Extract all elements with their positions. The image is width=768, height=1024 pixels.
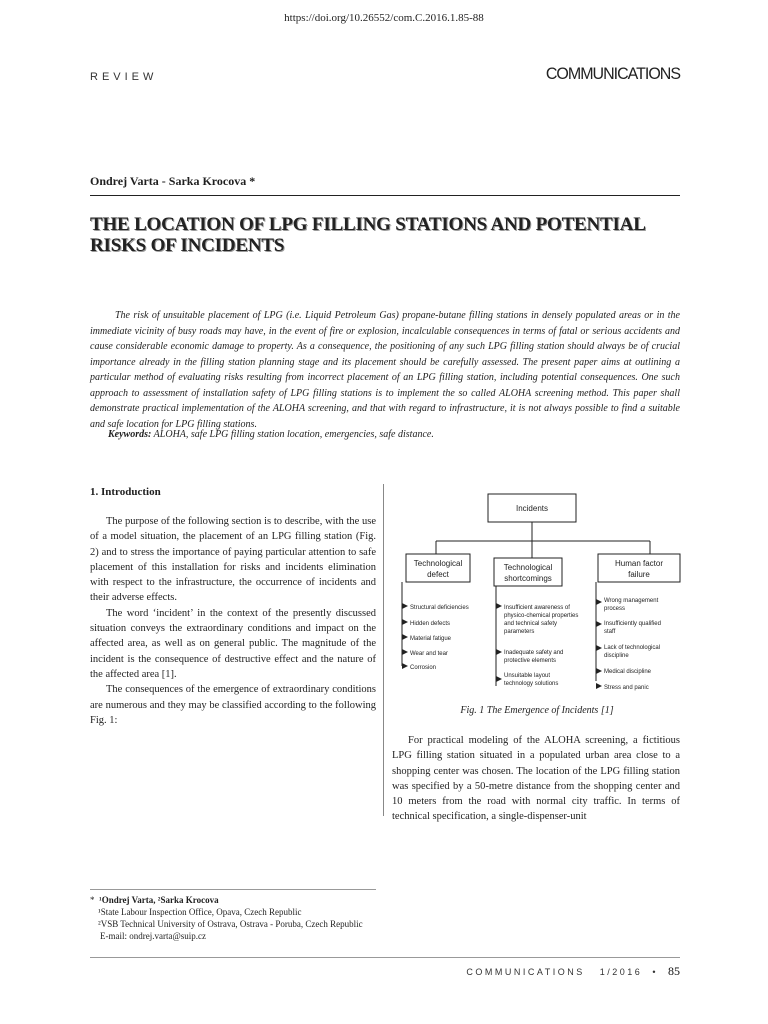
- diagram-root-label: Incidents: [515, 504, 549, 513]
- footnote-affiliation: ²VSB Technical University of Ostrava, Ostrava - Poruba, Czech Republic: [98, 919, 363, 929]
- footnote-names-row: [90, 894, 390, 906]
- doi-link[interactable]: https://doi.org/10.26552/com.C.2016.1.85-88: [284, 12, 484, 24]
- diagram-item: Lack of technological: [604, 645, 661, 651]
- diagram-branch-label: defect: [427, 570, 449, 579]
- diagram-item: process: [604, 606, 626, 612]
- abstract: The risk of unsuitable placement of LPG (i.e. Liquid Petroleum Gas) propane-butane filling stations in densely populated areas or in the immediate vicinity of busy roads may have, in the event of fire or explosion, incalculable consequences in terms of fatal or serious accidents and cause considerable economic damage to property. As a consequence, the positioning of any such LPG filling station should always be of crucial importance already in the filling station planning stage and its placement should be carefully assessed. The present paper aims at outlining a particular method of evaluating risks resulting from incorrect placement of an LPG filling station, including potential consequences. One such approach to assessment of installation safety of LPG filling stations is to implement the so called ALOHA screening method. This paper shall demonstrate practical implementation of the ALOHA screening, and that with regard to infrastructure, it is not always possible to find a suitable and safe location for LPG filling stations.: [90, 310, 680, 430]
- footnote-affiliation: ¹State Labour Inspection Office, Opava, Czech Republic: [98, 907, 302, 917]
- column-divider: [383, 484, 384, 816]
- diagram-item: discipline: [604, 653, 629, 659]
- keywords-text: ALOHA, safe LPG filling station location, emergencies, safe distance.: [153, 429, 434, 440]
- section-label: REVIEW: [90, 71, 158, 83]
- paragraph: The consequences of the emergence of extraordinary conditions are numerous and they may be classified according to the following Fig. 1:: [90, 684, 376, 726]
- diagram-item: Material fatigue: [410, 636, 452, 642]
- diagram-item: technology solutions: [504, 681, 559, 687]
- diagram-branch-label: Human factor: [614, 559, 664, 568]
- footnote-marker: *: [90, 895, 95, 905]
- column-right: [392, 733, 680, 825]
- authors: Ondrej Varta - Sarka Krocova *: [90, 174, 256, 188]
- diagram-item: parameters: [504, 629, 535, 635]
- diagram-item: Unsuitable layout: [504, 673, 551, 679]
- footnote-names: ¹Ondrej Varta, ²Sarka Krocova: [99, 895, 219, 905]
- footer-journal: COMMUNICATIONS: [466, 967, 585, 977]
- diagram-branch-label: failure: [628, 570, 650, 579]
- diagram-item: Structural deficiencies: [410, 605, 469, 611]
- paragraph: For practical modeling of the ALOHA screening, a fictitious LPG filling station situated in a populated urban area close to a shopping center was chosen. The location of the LPG filling station was specified by a 50-metre distance from the shopping center and 10 meters from the road with normal city traffic. In terms of technical specification, a single-dispenser-unit: [392, 735, 680, 823]
- diagram-branch-label: shortcomings: [504, 574, 552, 583]
- keywords-label: Keywords:: [108, 429, 152, 440]
- footnote-rule: [90, 889, 376, 890]
- diagram-item: Medical discipline: [604, 669, 652, 675]
- paragraph: The purpose of the following section is to describe, with the use of a model situation, the placement of an LPG filling station (Fig. 2) and to stress the importance of paying particular attention to safe placement of this installation for risks and incidents elimination with respect to the infrastructure, the occurrence of incidents and their adverse effects.: [90, 516, 376, 604]
- section-heading-introduction: 1. Introduction: [90, 486, 161, 498]
- figure-caption: Fig. 1 The Emergence of Incidents [1]: [460, 705, 614, 716]
- diagram-branch-label: Technological: [503, 563, 553, 572]
- page-number: 85: [668, 964, 680, 978]
- column-left: [90, 514, 376, 728]
- header-rule: [90, 195, 680, 196]
- keywords: [90, 429, 680, 440]
- diagram-item: staff: [604, 629, 616, 635]
- page-footer: [440, 964, 680, 979]
- footnote-email[interactable]: E-mail: ondrej.varta@suip.cz: [100, 931, 207, 941]
- paper-title: THE LOCATION OF LPG FILLING STATIONS AND POTENTIAL RISKS OF INCIDENTS: [90, 214, 645, 256]
- diagram-item: Wrong management: [604, 598, 659, 604]
- diagram-item: physico-chemical properties: [504, 613, 579, 619]
- diagram-item: Insufficient awareness of: [504, 605, 570, 611]
- diagram-item: Insufficiently qualified: [604, 621, 661, 627]
- diagram-branch-label: Technological: [413, 559, 463, 568]
- footnote: [90, 894, 390, 942]
- diagram-item: Corrosion: [410, 665, 437, 671]
- diagram-item: Hidden defects: [410, 621, 451, 627]
- footer-rule: [90, 957, 680, 958]
- diagram-item: and technical safety: [504, 621, 558, 627]
- diagram-item: Inadequate safety and: [504, 650, 564, 656]
- footer-bullet: •: [652, 967, 658, 977]
- diagram-item: protective elements: [504, 658, 557, 664]
- footer-issue: 1/2016: [599, 967, 643, 977]
- journal-logo: COMMUNICATIONS: [545, 65, 680, 84]
- diagram-item: Wear and tear: [410, 651, 448, 657]
- figure-incidents-diagram: [392, 486, 682, 696]
- diagram-item: Stress and panic: [604, 685, 649, 691]
- paragraph: The word ‘incident’ in the context of the presently discussed situation conveys the extraordinary conditions and impact on the affected area, as well as on general public. The magnitude of the incident is the consequence of destructive effect and the nature of the affected area [1].: [90, 607, 376, 680]
